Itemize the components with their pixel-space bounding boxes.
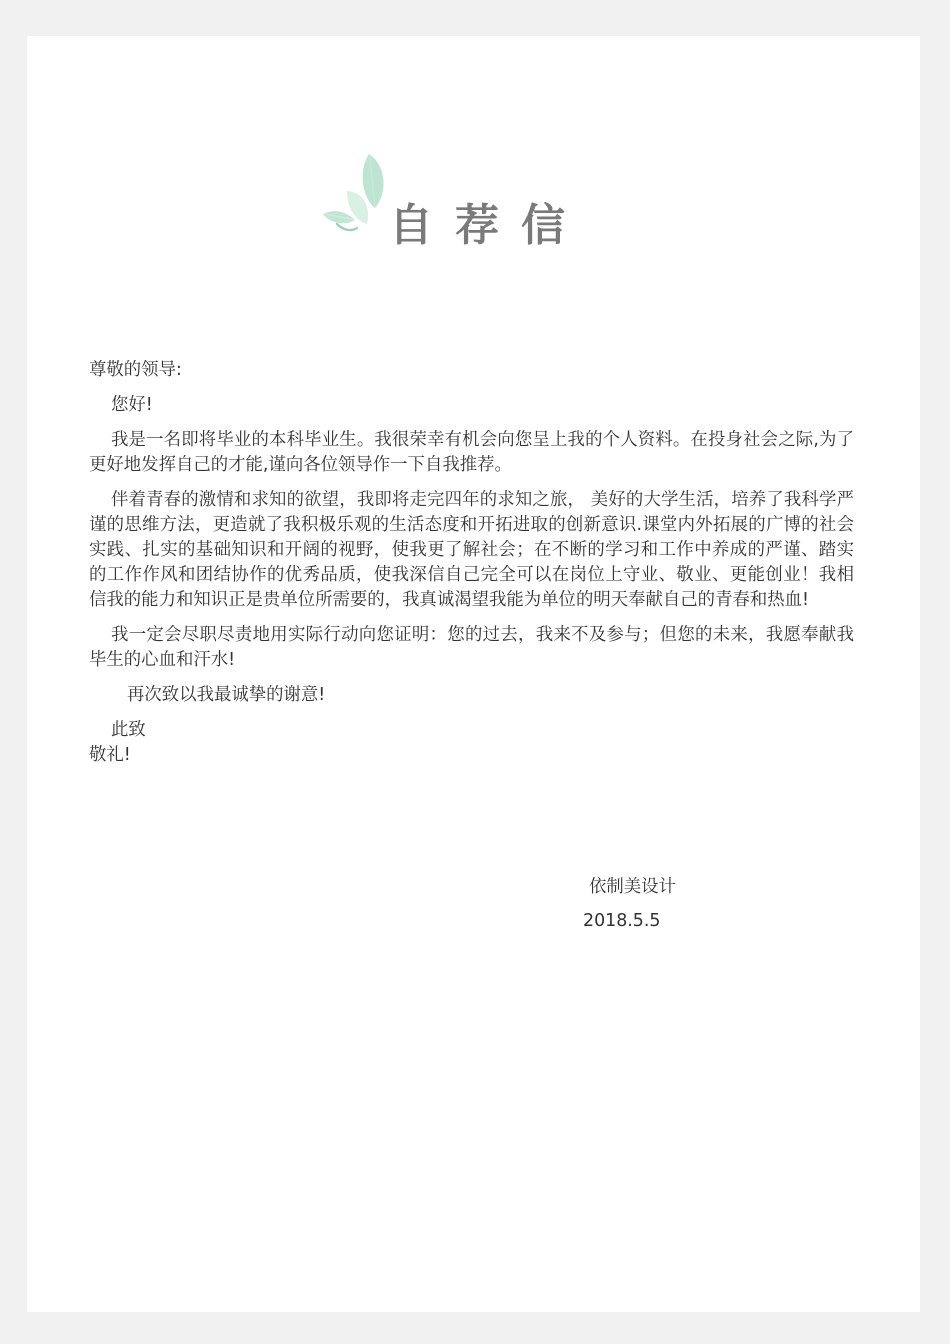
title-block	[317, 146, 637, 256]
paragraph-intro: 我是一名即将毕业的本科毕业生。我很荣幸有机会向您呈上我的个人资料。在投身社会之际,为了更好地发挥自己的才能,谨向各位领导作一下自我推荐。	[89, 430, 854, 475]
signature-name: 依制美设计	[589, 877, 676, 897]
closing-line-1: 此致	[111, 720, 146, 740]
salutation: 尊敬的领导:	[89, 360, 182, 380]
watercolor-leaf-icon	[317, 146, 397, 246]
signature-date: 2018.5.5	[583, 911, 661, 931]
letter-body	[89, 358, 854, 768]
greeting: 您好!	[111, 395, 153, 415]
closing-line-2: 敬礼!	[89, 745, 131, 765]
letter-title: 自荐信	[389, 200, 587, 251]
letter-page	[27, 36, 920, 1312]
paragraph-qualities: 伴着青春的激情和求知的欲望，我即将走完四年的求知之旅， 美好的大学生活，培养了我科学严谨的思维方法，更造就了我积极乐观的生活态度和开拓进取的创新意识.课堂内外拓展的广博的社会实践、扎实的基础知识和开阔的视野，使我更了解社会；在不断的学习和工作中养成的严谨、踏实的工作作风和团结协作的优秀品质，使我深信自己完全可以在岗位上守业、敬业、更能创业！我相信我的能力和知识正是贵单位所需要的，我真诚渴望我能为单位的明天奉献自己的青春和热血!	[89, 490, 854, 610]
paragraph-commitment: 我一定会尽职尽责地用实际行动向您证明：您的过去，我来不及参与；但您的未来，我愿奉献我毕生的心血和汗水!	[89, 625, 854, 670]
signature-block	[583, 874, 676, 934]
thanks-line: 再次致以我最诚挚的谢意!	[127, 685, 326, 705]
